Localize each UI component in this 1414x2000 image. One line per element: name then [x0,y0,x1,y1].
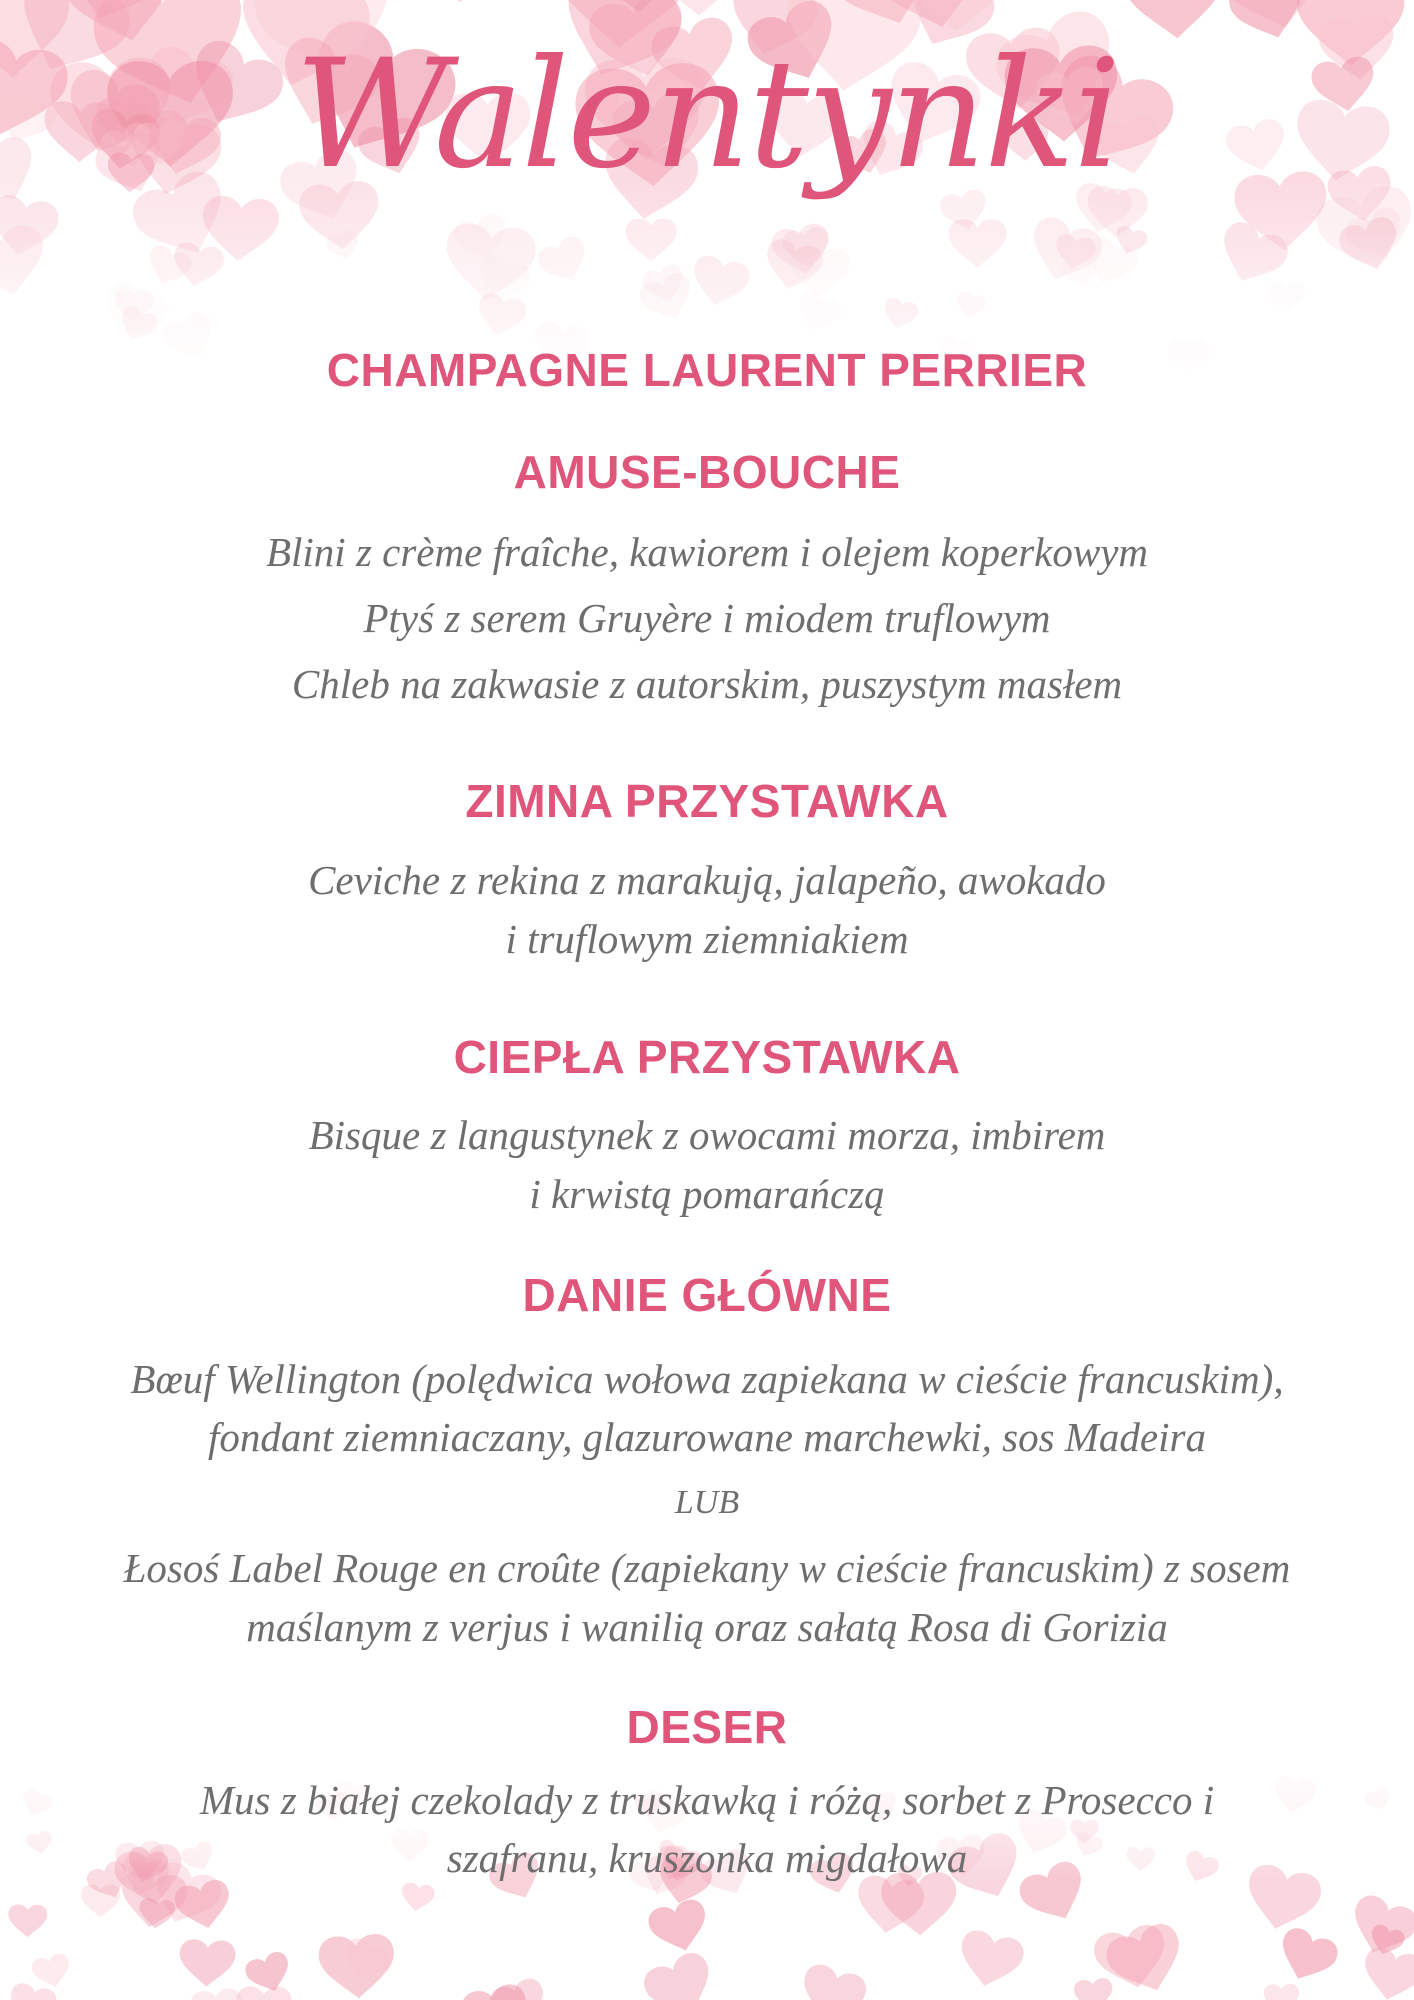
dessert-line-1: Mus z białej czekolady z truskawką i różą, sorbet z Prosecco i [199,1777,1215,1823]
cold-starter-line-1: Ceviche z rekina z marakują, jalapeño, awokado [308,857,1106,903]
warm-starter-line-2: i krwistą pomarańczą [529,1171,885,1217]
cold-starter-line-2: i truflowym ziemniakiem [505,916,909,962]
page-title: Walentynki [294,28,1120,202]
main-or-label: LUB [674,1484,740,1521]
main-option1-line-2: fondant ziemniaczany, glazurowane marchewki, sos Madeira [208,1414,1206,1460]
main-option1-line-1: Bœuf Wellington (polędwica wołowa zapiekana w cieście francuskim), [130,1356,1284,1402]
amuse-item-1: Blini z crème fraîche, kawiorem i olejem koperkowym [265,529,1149,575]
heading-dessert: DESER [626,1701,788,1753]
heading-main-course: DANIE GŁÓWNE [522,1269,892,1321]
amuse-item-2: Ptyś z serem Gruyère i miodem truflowym [363,595,1051,641]
dessert-line-2: szafranu, kruszonka migdałowa [446,1835,968,1881]
heading-warm-starter: CIEPŁA PRZYSTAWKA [453,1031,961,1083]
amuse-item-3: Chleb na zakwasie z autorskim, puszystym masłem [291,661,1123,707]
warm-starter-line-1: Bisque z langustynek z owocami morza, imbirem [308,1112,1106,1158]
heading-amuse-bouche: AMUSE-BOUCHE [513,446,901,498]
main-option2-line-2: maślanym z verjus i wanilią oraz sałatą Rosa di Gorizia [246,1604,1168,1650]
main-option2-line-1: Łosoś Label Rouge en croûte (zapiekany w cieście francuskim) z sosem [123,1545,1291,1591]
heading-cold-starter: ZIMNA PRZYSTAWKA [465,775,949,827]
heading-champagne: CHAMPAGNE LAURENT PERRIER [326,344,1088,396]
